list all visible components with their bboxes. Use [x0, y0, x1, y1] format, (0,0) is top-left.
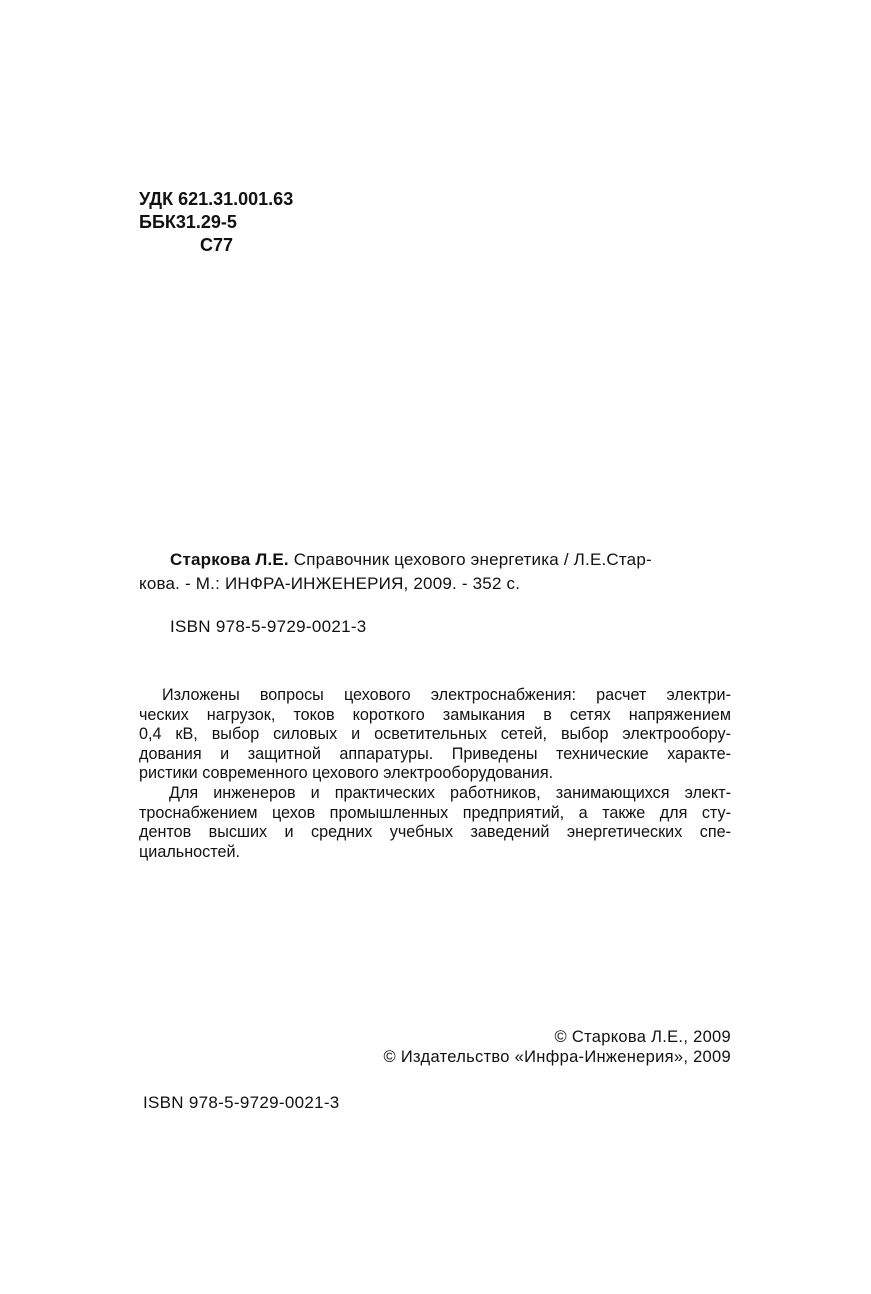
abstract-line: дования и защитной аппаратуры. Приведены технические характе-	[139, 744, 731, 763]
udk-code: УДК 621.31.001.63	[139, 189, 294, 209]
abstract-line: ристики современного цехового электрооборудования.	[139, 764, 554, 783]
copyright-author: © Старкова Л.Е., 2009	[554, 1028, 731, 1046]
classification-codes	[139, 188, 293, 257]
bibliographic-line-1	[139, 548, 652, 572]
book-title: Справочник цехового энергетика / Л.Е.Стар-	[288, 550, 652, 569]
abstract-line: 0,4 кВ, выбор силовых и осветительных сетей, выбор электрообору-	[139, 725, 731, 744]
author-sign: С77	[200, 235, 234, 255]
bbk-code: ББК31.29-5	[139, 212, 237, 232]
author-name: Старкова Л.Е.	[170, 550, 289, 569]
abstract-line: Для инженеров и практических работников, занимающихся элект-	[169, 783, 731, 802]
abstract-line: троснабжением цехов промышленных предприятий, а также для сту-	[139, 803, 731, 822]
abstract-line: циальностей.	[139, 842, 241, 861]
abstract	[139, 686, 731, 862]
abstract-line: ческих нагрузок, токов короткого замыкания в сетях напряжением	[139, 705, 731, 724]
isbn-bottom: ISBN 978-5-9729-0021-3	[143, 1093, 340, 1112]
abstract-line: дентов высших и средних учебных заведений энергетических спе-	[139, 823, 731, 842]
isbn-main: ISBN 978-5-9729-0021-3	[170, 617, 367, 636]
copyright-block	[384, 1027, 731, 1067]
abstract-line: Изложены вопросы цехового электроснабжения: расчет электри-	[162, 686, 731, 704]
bibliographic-record	[139, 548, 652, 596]
bibliographic-line-2: кова. - М.: ИНФРА-ИНЖЕНЕРИЯ, 2009. - 352 с.	[139, 574, 521, 593]
copyright-publisher: © Издательство «Инфра-Инженерия», 2009	[383, 1048, 731, 1066]
